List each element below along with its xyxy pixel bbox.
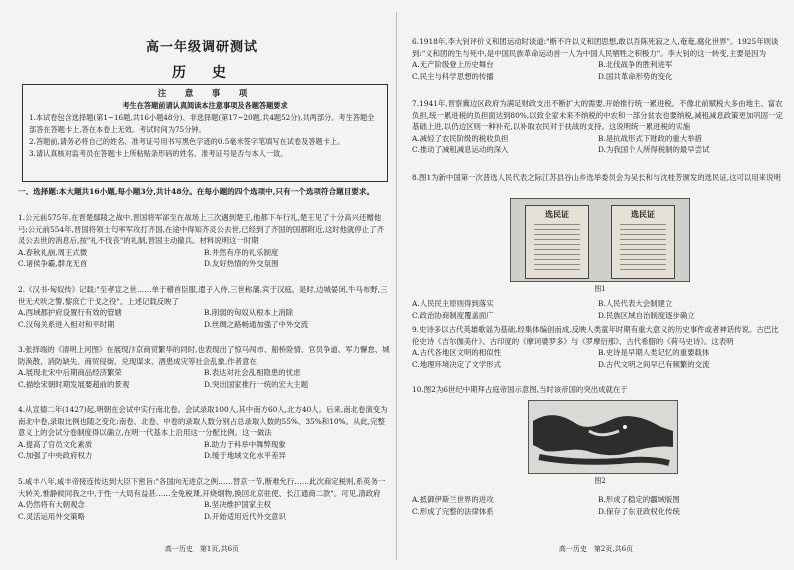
option: B.人民代表大会制建立: [598, 299, 673, 308]
question-6: [412, 36, 784, 82]
option: A.古代各地区文明的相似性: [412, 348, 501, 358]
voter-card-text-lines: [534, 224, 580, 270]
voter-card-right: [611, 205, 675, 279]
option: A.人民民主原则得到落实: [412, 299, 494, 308]
question-9: [412, 324, 784, 370]
option: D.古代文明之间早已有频繁的交流: [598, 359, 710, 369]
question-5-stem: 5.咸丰八年,咸丰帝接连传达到大臣下密旨:"各国向无进京之例……替京一节,断难允行……此次商定税则,系英务一大转关,惟静候同我之中,于性一大局有益甚……全免税课,开烧烟物,换回北京驻使、长江通商二款"。可见,清政府: [18, 477, 386, 498]
option: C.民主与科学思想的传播: [412, 71, 494, 81]
figure-1-caption: 图1: [594, 285, 606, 293]
option: D.保存了东亚政权化传统: [598, 506, 680, 516]
question-8-options-block: [412, 298, 784, 321]
option: C.加强了中央政府权力: [18, 451, 93, 461]
question-1-options: [18, 247, 390, 270]
question-3: [18, 344, 390, 390]
voter-card-text-lines: [620, 224, 666, 270]
notice-heading: 注 意 事 项: [157, 89, 253, 99]
question-8-stem: 8.图1为新中国第一次普选人民代表之际江苏县谷山乡选举委员会为吴长和与沈桂芳颁发的选民证,这可以用来说明: [412, 173, 781, 182]
option: C.地理环境决定了文学形式: [412, 359, 502, 369]
voter-card-left: [525, 205, 589, 279]
question-5: [18, 476, 390, 522]
question-9-stem: 9.史诗多以古代英雄歌谣为基础,经集体编创而成,反映人类童年时期有重大意义的历史事件或者神话传说。古巴比伦史诗《吉尔伽美什》、古印度的《摩诃婆罗多》与《罗摩衍那》、古代希腊的《荷马史诗》。这表明: [412, 325, 779, 346]
question-5-options: [18, 499, 390, 522]
option: C.诸侯争霸,群龙无首: [18, 259, 88, 269]
exam-title: 高一年级调研测试: [145, 40, 258, 55]
voter-card-title: 选民证: [545, 209, 569, 219]
question-4: [18, 404, 390, 462]
option: A.仍然将有大朝观念: [18, 500, 85, 510]
option: D.缓于地域文化水平差异: [204, 451, 286, 461]
option: C.描绘宋朝时期发展要超前的景观: [18, 379, 130, 389]
page-footer: 高一历史 第2页,共6页: [558, 545, 634, 553]
notice-item-3: 3.请认真核对监考员在答题卡上所粘贴条形码的姓名、准考证号是否与本人一致。: [29, 149, 288, 158]
figure-1-voter-cards: [510, 198, 690, 282]
option: A.展现北宋中后期商品经济繁荣: [18, 368, 122, 378]
option: D.国共革命形势的变化: [598, 71, 673, 81]
question-9-options: [412, 347, 784, 370]
option: D.友好热情的外交氛围: [204, 259, 279, 269]
voter-card-title: 选民证: [631, 209, 655, 219]
question-8: [412, 172, 784, 184]
question-10-stem: 10.图2为6世纪中期拜占庭帝国示意图,当时该帝国的突出成就在于: [412, 385, 628, 394]
option: B.史诗是早期人类记忆的重要载体: [598, 348, 710, 358]
option: D.丝绸之路畅通加强了中外交流: [204, 319, 309, 329]
option: D.民族区域自治制度逐步确立: [598, 310, 695, 320]
notice-box: [22, 84, 388, 182]
notice-item-2: 2.答题前,请务必将自己的姓名、准考证号用书写黑色字迹的0.5毫米签字笔填写在试卷及答题卡上。: [29, 137, 345, 146]
question-7-stem: 7.1941年,晋察冀边区政府为满足财政支出不断扩大的需要,开始推行统一累进税。不像北前赋税大多由地主、富农负担,统一累进税的负担面达到80%,以致全家未来不纳税的中农和一部分贫农也要纳税,减租减息政策更加巩固一定基础上进,以仍边区则一种补充,以补取农民对于扶战的支持。这说明统一累进税的实施: [412, 99, 783, 132]
option: B.削弱的匈奴从根本上消除: [204, 308, 294, 318]
question-10: [412, 384, 784, 396]
option: C.灵活运用外交策略: [18, 511, 85, 521]
question-4-stem: 4.从宣德二年(1427)起,明朝在会试中实行南北卷。会试录取100人,其中南方60人,北方40人。后来,南北卷演变为南北中卷,录取比例也随之变化:南卷、北卷、中卷的录取人数分别占总录取人数的55%、35%和10%。从此,完整意义上的会试分卷制度得以确立,在明一代基本上沿用这一分配比例。这一做法: [18, 405, 388, 438]
option: C.汉匈关系进入相对和平时期: [18, 319, 115, 329]
question-10-options: [412, 494, 784, 517]
question-7-options: [412, 133, 784, 156]
option: D.开始适用近代外交意识: [204, 511, 286, 521]
page-1: [6, 0, 398, 570]
option: B.形成了稳定的疆域版图: [598, 495, 680, 504]
option: D.为我国个人所得税制的最早尝试: [598, 145, 710, 155]
question-8-options: [412, 298, 784, 321]
notice-bold-line: 考生在答题前请认真阅读本注意事项及各题答题要求: [122, 101, 288, 110]
option: B.北伐战争的胜利进军: [598, 60, 673, 70]
question-2-stem: 2.《汉书·匈奴传》记载:"至孝宣之世……单于稽首臣服,遣子入侍,三世称藩,宾于汉庭。是时,边城晏闭,牛马布野,三世无犬吠之警,黎庶亡干戈之役"。上述记载反映了: [18, 285, 388, 306]
option: B.助力于科举中舞弊现象: [204, 439, 286, 449]
exam-subject: 历 史: [172, 65, 232, 81]
figure-2-caption: 图2: [594, 477, 606, 485]
figure-2-map: [528, 400, 678, 474]
question-3-options: [18, 367, 390, 390]
question-10-options-block: [412, 494, 784, 517]
option: A.西域都护府设置行有效的管辖: [18, 308, 122, 318]
question-7: [412, 98, 784, 156]
option: A.提高了官员文化素质: [18, 439, 93, 449]
option: A.减轻了农民阶级的税收负担: [412, 133, 509, 143]
question-2-options: [18, 307, 390, 330]
notice-item-1: 1.本试卷包含选择题(第1~16题,共16小题48分)、非选择题(第17~20题,共4题52分),共两部分。考生答题全部答在答题卡上,答在本卷上无效。考试时间为75分钟。: [29, 113, 375, 134]
section-heading: 一、选择题:本大题共16小题,每小题3分,共计48分。在每小题的四个选项中,只有一个选项符合题目要求。: [18, 187, 375, 196]
question-6-stem: 6.1918年,李大钊评价义和团运动时谈道:"断不许以义和团思想,敢以吾陈死寂之人,奄奄,腐化世界"。1925年则谈到:"义和团的生与死中,是中国民族革命运动首一人为中国人民牺牲之积极力"。李大钊的这一转变,主要是因为: [412, 37, 779, 58]
option: D.突出国家推行一统的宏大主题: [204, 379, 309, 389]
question-1: [18, 212, 390, 270]
option: B.坚决维护国家主权: [204, 500, 271, 510]
question-2: [18, 284, 390, 330]
page-footer: 高一历史 第1页,共6页: [164, 545, 240, 553]
option: A.无产阶级登上历史舞台: [412, 60, 494, 70]
question-6-options: [412, 59, 784, 82]
option: A.春秋礼崩,周王式微: [18, 247, 88, 257]
option: B.井然有序的礼乐制度: [204, 247, 279, 257]
option: B.表达对社会乱相隐患的忧虑: [204, 368, 301, 378]
question-3-stem: 3.张择端的《清明上河图》在展现汴京商贸繁华的同时,也表现出了惊马闯市、船桥险情、官员争道、军力懈怠、城防涣散、消防缺失、商贸侵街、兑现谋求、酒患成灾等社会乱象,作者意在: [18, 345, 390, 366]
option: A.抵御伊斯兰世界的进攻: [412, 495, 494, 504]
page-divider: [396, 12, 397, 560]
question-1-stem: 1.公元前575年,在晋楚鄢陵之战中,晋国将军郤至在战场上三次遇到楚王,他都下车行礼,楚王见了十分高兴还赠他弓;公元前554年,晋国将领士匄率军攻打齐国,在途中得知齐灵公去世,已经到了齐国的国都附近,这时他就停止了齐灵公去世的消息后,按"礼不伐丧"的礼制,晋国主动撤兵。材料说明这一时期: [18, 213, 384, 246]
byzantine-map-icon: [529, 401, 677, 473]
page-2: [400, 0, 792, 570]
option: B.是抗战形式下财政的重大举措: [598, 133, 702, 143]
option: C.政治协商制度覆盖面广: [412, 310, 494, 320]
option: C.推动了减租减息运动的深入: [412, 145, 509, 155]
question-4-options: [18, 439, 390, 462]
option: C.形成了完整的法律体系: [412, 506, 494, 516]
